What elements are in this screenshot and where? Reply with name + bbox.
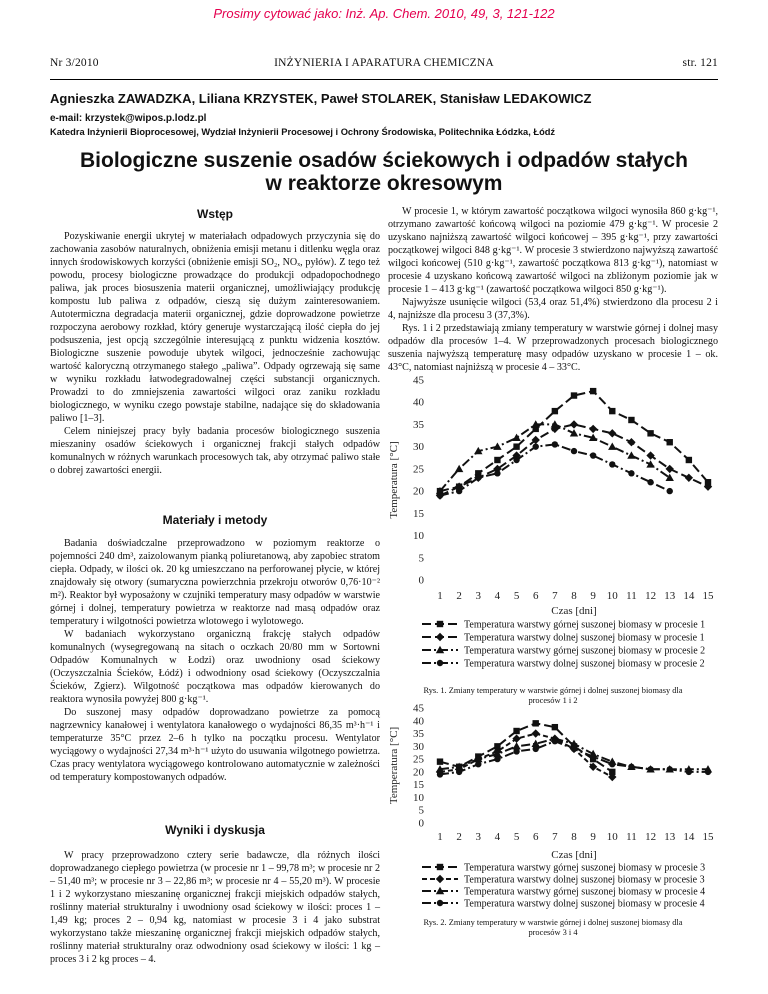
fig2-xtick-label: 9	[590, 831, 596, 843]
fig1-series-4-point	[590, 452, 596, 458]
title-line-1: Biologiczne suszenie osadów ściekowych i odpadów stałych	[80, 149, 688, 172]
fig1-series-3-point	[608, 442, 616, 449]
right-column-text	[388, 205, 718, 374]
results-paragraph-3: Najwyższe usunięcie wilgoci (53,4 oraz 51,4%) stwierdzono dla procesu 2 i 4, najniższe dla procesu 3 (37,3%).	[388, 297, 718, 321]
fig1-ytick-label: 0	[418, 574, 424, 587]
fig1-series-1-point	[686, 457, 692, 463]
fig2-ytick-label: 45	[413, 703, 424, 715]
issue-number: Nr 3/2010	[50, 57, 99, 69]
fig1-series-1-point	[647, 430, 653, 436]
figure-1-caption-line-2: procesów 1 i 2	[528, 696, 578, 705]
fig1-legend-label-4: Temperatura warstwy dolnej suszonej biomasy w procesie 2	[464, 658, 705, 670]
fig1-series-4-point	[475, 475, 481, 481]
section-heading-intro: Wstęp	[197, 207, 233, 221]
fig1-series-4-point	[552, 441, 558, 447]
fig2-ytick-label: 5	[418, 804, 424, 817]
fig2-xtick-label: 15	[702, 831, 714, 843]
fig1-xtick-label: 10	[606, 590, 618, 602]
fig1-series-4-point	[513, 457, 519, 463]
fig2-xtick-label: 1	[437, 831, 443, 843]
fig1-ytick-label: 30	[413, 441, 424, 454]
fig2-xtick-label: 10	[606, 831, 618, 843]
figure-2-caption-line-2: procesów 3 i 4	[528, 928, 578, 937]
fig1-series-4-point	[571, 448, 577, 454]
fig2-xtick-label: 12	[645, 831, 657, 843]
fig1-xtick-label: 3	[475, 590, 482, 602]
fig1-ytick-label: 20	[413, 485, 424, 498]
fig1-xtick-label: 11	[626, 590, 637, 602]
fig1-y-axis-label: Temperatura [°C]	[388, 441, 400, 519]
fig1-series-2-point	[666, 465, 674, 473]
fig2-legend-label-4: Temperatura warstwy dolnej suszonej biomasy w procesie 4	[464, 898, 705, 910]
fig2-series-4-point	[552, 738, 558, 744]
fig1-series-4-point	[628, 470, 634, 476]
intro-paragraph-1: Pozyskiwanie energii ukrytej w materiałach odpadowych przyczynia się do zachowania zasobów naturalnych, obniżenia emisji metanu i ditlenku węgla oraz innych środowiskowych korzyści (obniżenie emisji SO₂, NOₓ, pyłów). Z tego też powodu, procesy biologiczne prowadzące do produkcji odpadopochodnego paliwa, jak proces biosuszenia materii organicznej, umożliwiający produkcję kompostu lub paliwa z odpadów, cieszą się dużym zainteresowaniem. Autotermiczna degradacja materii organicznej, gdzie doprowadzone powietrze rozpoczyna aerobowy rozkład, który generuje wystarczającą ilość ciepła do jej podsuszenia, jest opcją szczególnie interesującą z punktu widzenia kosztów. Biologiczne suszenie powoduje ubytek wilgoci, jednocześnie zachowując wartość kaloryczną otrzymanego stałego „paliwa”. Odpady ogrzewają się same w wyniku rozkładu łatwodegradowalnej części substancji organicznych. Prowadzi to do zmniejszenia zawartości wilgoci oraz zaniku rozkładu biologicznego, w wyniku czego powstaje stabilne, nadające się do składowania paliwo [1–3].	[50, 231, 380, 424]
fig2-xtick-label: 11	[626, 831, 637, 843]
fig1-series-2-point	[570, 420, 578, 428]
fig1-series-1-point	[571, 392, 577, 398]
figure-2-chart	[386, 703, 722, 916]
results-paragraph-2: W procesie 1, w którym zawartość początkowa wilgoci wynosiła 860 g·kg⁻¹, otrzymano zawartość końcową wilgoci na poziomie 479 g·kg⁻¹. W procesie 2 uzyskano najniższą zawartość wilgoci końcowej – 395 g·kg⁻¹, przy zawartości początkowej wilgoci 848 g·kg⁻¹. W procesie 3 stwierdzono najwyższą zawartość wilgoci końcowej (510 g·kg⁻¹, zawartość początkowa 813 g·kg⁻¹), natomiast w procesie 4 uzyskano końcową zawartość wilgoci na zbliżonym poziomie jak w procesie 1 – 413 g·kg⁻¹ (zawartość początkowa wilgoci 850 g·kg⁻¹).	[388, 206, 718, 295]
fig1-series-4-point	[609, 461, 615, 467]
fig2-x-axis-label: Czas [dni]	[551, 849, 597, 861]
fig1-series-4-point	[667, 488, 673, 494]
fig2-y-axis-label: Temperatura [°C]	[388, 726, 400, 805]
fig1-xtick-label: 9	[590, 590, 596, 602]
methods-body	[50, 537, 380, 784]
fig1-xtick-label: 7	[552, 590, 558, 602]
fig1-xtick-label: 1	[437, 590, 443, 602]
methods-paragraph-2: W badaniach wykorzystano organiczną frakcję stałych odpadów komunalnych (wysegregowaną na sitach o oczkach 20/80 mm w Sortowni Odpadów Komunalnych w Łodzi) oraz uwodniony osad ściekowy (Oczyszczalnia Ścieków, Łódź) i odwodniony osad ściekowy (Oczyszczalnia Ścieków, Zgierz). Wilgotność początkowa mas odpadów kierowanych do reaktora wynosiła powyżej 800 g·kg⁻¹.	[50, 629, 380, 705]
fig1-ytick-label: 15	[413, 507, 424, 520]
fig1-series-1-point	[590, 388, 596, 394]
fig2-series-4-point	[609, 761, 615, 767]
fig2-xtick-label: 3	[475, 831, 482, 843]
fig2-series-1-point	[513, 728, 519, 734]
fig1-x-axis-label: Czas [dni]	[551, 605, 597, 617]
fig1-xtick-label: 2	[456, 590, 462, 602]
section-heading-methods: Materiały i metody	[162, 513, 268, 527]
fig2-ytick-label: 20	[413, 766, 424, 779]
fig2-series-2-point	[589, 763, 597, 771]
intro-paragraph-2: Celem niniejszej pracy były badania procesów biologicznego suszenia mieszaniny osadów ściekowych i organicznej frakcji stałych odpadów komunalnych w różnych warunkach procesowych tak, aby otrzymać paliwo stałe o dobrej zawartości energii.	[50, 426, 380, 476]
results-paragraph-4: Rys. 1 i 2 przedstawiają zmiany temperatury w warstwie górnej i dolnej masy odpadów dla procesów 1–4. W przeprowadzonych procesach biologicznego suszenia najwyższą temperaturę masy odpadów uzyskano w procesie 1 – ok. 43°C, natomiast najniższą w procesie 4 – 33°C.	[388, 323, 718, 373]
authors: Agnieszka ZAWADZKA, Liliana KRZYSTEK, Paweł STOLAREK, Stanisław LEDAKOWICZ	[50, 91, 592, 106]
fig1-ytick-label: 40	[413, 396, 424, 409]
fig1-series-3-point	[627, 451, 635, 458]
fig2-legend-marker-1	[437, 864, 443, 870]
fig2-series-1-point	[533, 720, 539, 726]
contact-email[interactable]: e-mail: krzystek@wipos.p.lodz.pl	[50, 113, 207, 124]
fig2-xtick-label: 2	[456, 831, 462, 843]
fig1-series-4-point	[533, 443, 539, 449]
fig1-series-1-point	[628, 417, 634, 423]
fig1-series-3-point	[493, 442, 501, 449]
fig2-series-4-point	[494, 756, 500, 762]
fig2-series-4-point	[667, 766, 673, 772]
fig1-legend-marker-1	[437, 621, 443, 627]
fig1-series-4-point	[437, 492, 443, 498]
fig1-xtick-label: 8	[571, 590, 577, 602]
fig2-legend-label-1: Temperatura warstwy górnej suszonej biomasy w procesie 3	[464, 862, 706, 874]
methods-paragraph-3: Do suszonej masy odpadów doprowadzano powietrze za pomocą nagrzewnicy kanałowej i wentylatora kanałowego o wydajności 86,35 m³·h⁻¹ i temperaturze 35°C przez 2–6 h tylko na początku procesu. Wentylator wyciągowy o wydajności 27,34 m³·h⁻¹ użyto do usuwania wilgotnego powietrza. Czas pracy wentylatora wyciągowego kontrolowano automatycznie w zależności od temperatury kompostowanych odpadów.	[50, 707, 380, 783]
fig1-legend-marker-2	[436, 633, 444, 641]
fig2-ytick-label: 10	[413, 791, 424, 804]
fig1-series-4-line	[440, 444, 670, 495]
fig2-xtick-label: 13	[664, 831, 676, 843]
fig1-series-3-point	[551, 420, 559, 427]
fig1-series-4-point	[647, 479, 653, 485]
fig1-series-1-point	[667, 439, 673, 445]
methods-paragraph-1: Badania doświadczalne przeprowadzono w poziomym reaktorze o pojemności 240 dm³, zaizolowanym pianką poliuretanową, aby zapobiec stratom ciepła. Odpady, w ilości ok. 20 kg umieszczano na perforowanej płycie, w której znajdowały się otwory (sumaryczna powierzchnia przekroju otworów 0,76·10⁻² m²). Reaktor był wyposażony w czujniki temperatury masy odpadów w warstwie górnej i dolnej, temperatury powietrza w reaktorze nad masą odpadów oraz temperatury i wilgotności powietrza wlotowego i wylotowego.	[50, 538, 380, 627]
paper-title	[50, 149, 718, 195]
fig1-ytick-label: 25	[413, 463, 424, 476]
fig1-ytick-label: 10	[413, 530, 424, 543]
fig2-xtick-label: 6	[532, 831, 539, 843]
fig1-xtick-label: 4	[494, 590, 501, 602]
fig1-xtick-label: 13	[664, 590, 676, 602]
fig2-series-4-point	[628, 764, 634, 770]
fig2-series-4-point	[513, 748, 519, 754]
figure-1-chart	[386, 366, 722, 686]
fig1-ytick-label: 5	[418, 552, 424, 565]
figure-2-caption	[388, 918, 718, 938]
fig1-legend-marker-4	[437, 660, 443, 666]
fig2-series-1-point	[437, 758, 443, 764]
fig1-legend-label-2: Temperatura warstwy dolnej suszonej biomasy w procesie 1	[464, 632, 705, 644]
fig2-xtick-label: 14	[683, 831, 695, 843]
section-heading-results: Wyniki i dyskusja	[165, 823, 265, 837]
fig1-series-4-point	[494, 470, 500, 476]
fig1-series-2-point	[627, 438, 635, 446]
page-number: str. 121	[682, 57, 718, 69]
fig1-xtick-label: 5	[513, 590, 520, 602]
fig1-series-3-point	[455, 465, 463, 472]
fig2-legend-marker-2	[436, 875, 444, 883]
fig1-series-4-point	[456, 488, 462, 494]
fig1-legend-label-1: Temperatura warstwy górnej suszonej biomasy w procesie 1	[464, 619, 706, 631]
fig1-legend-label-3: Temperatura warstwy górnej suszonej biomasy w procesie 2	[464, 645, 706, 657]
fig2-series-4-point	[571, 746, 577, 752]
fig2-series-4-point	[475, 761, 481, 767]
fig1-series-2-point	[685, 474, 693, 482]
affiliation: Katedra Inżynierii Bioprocesowej, Wydział Inżynierii Procesowej i Ochrony Środowiska, Politechnika Łódzka, Łódź	[50, 127, 556, 137]
results-body	[50, 849, 380, 966]
fig2-series-4-point	[456, 769, 462, 775]
fig1-xtick-label: 14	[683, 590, 695, 602]
header-rule	[50, 79, 718, 80]
intro-body	[50, 230, 380, 477]
fig1-xtick-label: 12	[645, 590, 657, 602]
fig1-series-1-point	[552, 408, 558, 414]
fig2-series-4-point	[533, 746, 539, 752]
title-line-2: w reaktorze okresowym	[265, 172, 503, 195]
figure-1-caption-line-1: Rys. 1. Zmiany temperatury w warstwie górnej i dolnej suszonej biomasy dla	[423, 686, 683, 695]
journal-name: INŻYNIERIA I APARATURA CHEMICZNA	[274, 57, 494, 69]
fig1-ytick-label: 35	[413, 418, 424, 431]
fig2-ytick-label: 0	[418, 817, 424, 830]
fig2-series-1-point	[552, 724, 558, 730]
fig1-xtick-label: 6	[532, 590, 539, 602]
fig2-legend-marker-4	[437, 900, 443, 906]
fig2-ytick-label: 35	[413, 728, 424, 741]
fig1-series-2-point	[608, 429, 616, 437]
fig2-ytick-label: 25	[413, 753, 424, 766]
fig2-series-4-point	[686, 769, 692, 775]
citation-banner: Prosimy cytować jako: Inż. Ap. Chem. 2010, 49, 3, 121-122	[213, 6, 555, 21]
fig2-legend-label-2: Temperatura warstwy dolnej suszonej biomasy w procesie 3	[464, 874, 705, 886]
fig1-xtick-label: 15	[702, 590, 714, 602]
figure-2-caption-line-1: Rys. 2. Zmiany temperatury w warstwie górnej i dolnej suszonej biomasy dla	[423, 918, 683, 927]
fig1-series-1-point	[513, 443, 519, 449]
fig2-ytick-label: 40	[413, 715, 424, 728]
fig2-ytick-label: 15	[413, 779, 424, 792]
fig2-series-4-point	[705, 769, 711, 775]
fig1-series-1-point	[494, 457, 500, 463]
fig2-series-4-point	[590, 753, 596, 759]
fig2-xtick-label: 8	[571, 831, 577, 843]
fig2-legend-label-3: Temperatura warstwy górnej suszonej biomasy w procesie 4	[464, 886, 706, 898]
fig2-xtick-label: 7	[552, 831, 558, 843]
fig1-series-1-point	[609, 408, 615, 414]
fig2-series-2-point	[532, 729, 540, 737]
fig1-series-3-point	[512, 434, 520, 441]
fig2-xtick-label: 4	[494, 831, 501, 843]
fig2-series-4-point	[647, 766, 653, 772]
fig1-ytick-label: 45	[413, 374, 424, 387]
results-paragraph-1: W pracy przeprowadzono cztery serie badawcze, dla różnych ilości doprowadzanego ciepłego powietrza (w procesie nr 1 – 99,78 m³; w procesie nr 2 – 51,40 m³; w procesie nr 3 – 22,86 m³; w procesie nr 4 – 55,20 m³). W procesie 1 i 2 wykorzystano mieszaninę organicznej frakcji miejskich odpadów stałych, roślinny materiał strukturalny i uwodniony osad ściekowy w ilości: proces 1 – 1,49 kg; proces 2 – 0,94 kg, natomiast w procesie 3 i 4 jako substrat wykorzystano także mieszaninę organicznej frakcji miejskich odpadów stałych, roślinny materiał strukturalny oraz odwodniony osad ściekowy w ilości: 1 kg – proces 3 i 2 kg proces – 4.	[50, 850, 380, 965]
fig2-xtick-label: 5	[513, 831, 520, 843]
fig2-series-4-point	[437, 771, 443, 777]
fig2-ytick-label: 30	[413, 740, 424, 753]
fig1-series-2-point	[589, 425, 597, 433]
